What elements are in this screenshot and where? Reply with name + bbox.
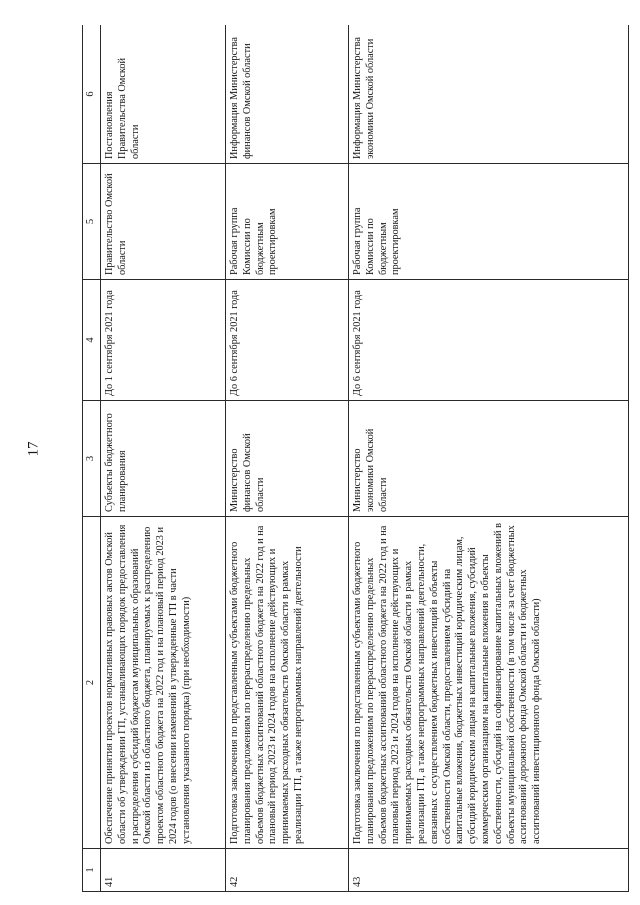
- row-number: 43: [349, 849, 629, 892]
- table-row: [349, 25, 629, 892]
- row-result: Информация Министерства экономики Омской области: [349, 25, 629, 164]
- row-number: 41: [101, 849, 226, 892]
- plan-table: [82, 25, 629, 892]
- rotated-table-area: [82, 25, 629, 892]
- header-row: [83, 25, 101, 892]
- row-responsible: Министерство финансов Омской области: [226, 401, 349, 517]
- row-result: Постановления Правительства Омской области: [101, 25, 226, 164]
- row-recipient: Рабочая группа Комиссии по бюджетным проектировкам: [226, 164, 349, 280]
- row-content: Подготовка заключения по представленным субъектами бюджетного планирования предложениям по перераспределению предельных объемов бюджетных ассигнований областного бюджета на 2022 год и на плановый период 2023 и 2024 годов на исполнение действующих и принимаемых расходных обязательств Омской области в рамках реализации ГП, а также непрограммных направлений деятельности: [226, 517, 349, 849]
- row-deadline: До 6 сентября 2021 года: [349, 280, 629, 401]
- row-content: Обеспечение принятия проектов нормативных правовых актов Омской области об утверждении ГП, устанавливающих порядок предоставления и распределения субсидий бюджетам муниципальных образований Омской области из областного бюджета, планируемых к распределению проектом областного бюджета на 2022 год и на плановый период 2023 и 2024 годов (о внесении изменений в утвержденные ГП в части установления указанного порядка) (при необходимости): [101, 517, 226, 849]
- header-cell: 3: [83, 401, 101, 517]
- header-cell: 1: [83, 849, 101, 892]
- header-cell: 6: [83, 25, 101, 164]
- row-number: 42: [226, 849, 349, 892]
- table-row: [101, 25, 226, 892]
- header-cell: 4: [83, 280, 101, 401]
- landscape-table-wrapper: [82, 25, 629, 892]
- header-cell: 2: [83, 517, 101, 849]
- row-result: Информация Министерства финансов Омской области: [226, 25, 349, 164]
- row-content: Подготовка заключения по представленным субъектами бюджетного планирования предложениям по перераспределению предельных объемов бюджетных ассигнований областного бюджета на 2022 год и на плановый период 2023 и 2024 годов на исполнение действующих и принимаемых расходных обязательств Омской области в рамках реализации ГП, а также непрограммных направлений деятельности, связанных с осуществлением бюджетных инвестиций в объекты собственности Омской области, предоставлением субсидий на капитальные вложения, бюджетных инвестиций юридическим лицам, субсидий юридическим лицам на капитальные вложения, субсидий коммерческим организациям на капитальные вложения в объекты собственности, субсидий на софинансирование капитальных вложений в объекты муниципальной собственности (в том числе за счет бюджетных ассигнований дорожного фонда Омской области и бюджетных ассигнований инвестиционного фонда Омской области): [349, 517, 629, 849]
- row-deadline: До 1 сентября 2021 года: [101, 280, 226, 401]
- row-recipient: Правительство Омской области: [101, 164, 226, 280]
- table-row: [226, 25, 349, 892]
- row-recipient: Рабочая группа Комиссии по бюджетным проектировкам: [349, 164, 629, 280]
- page-number: 17: [25, 441, 42, 457]
- row-deadline: До 6 сентября 2021 года: [226, 280, 349, 401]
- header-cell: 5: [83, 164, 101, 280]
- row-responsible: Субъекты бюджетного планирования: [101, 401, 226, 517]
- row-responsible: Министерство экономики Омской области: [349, 401, 629, 517]
